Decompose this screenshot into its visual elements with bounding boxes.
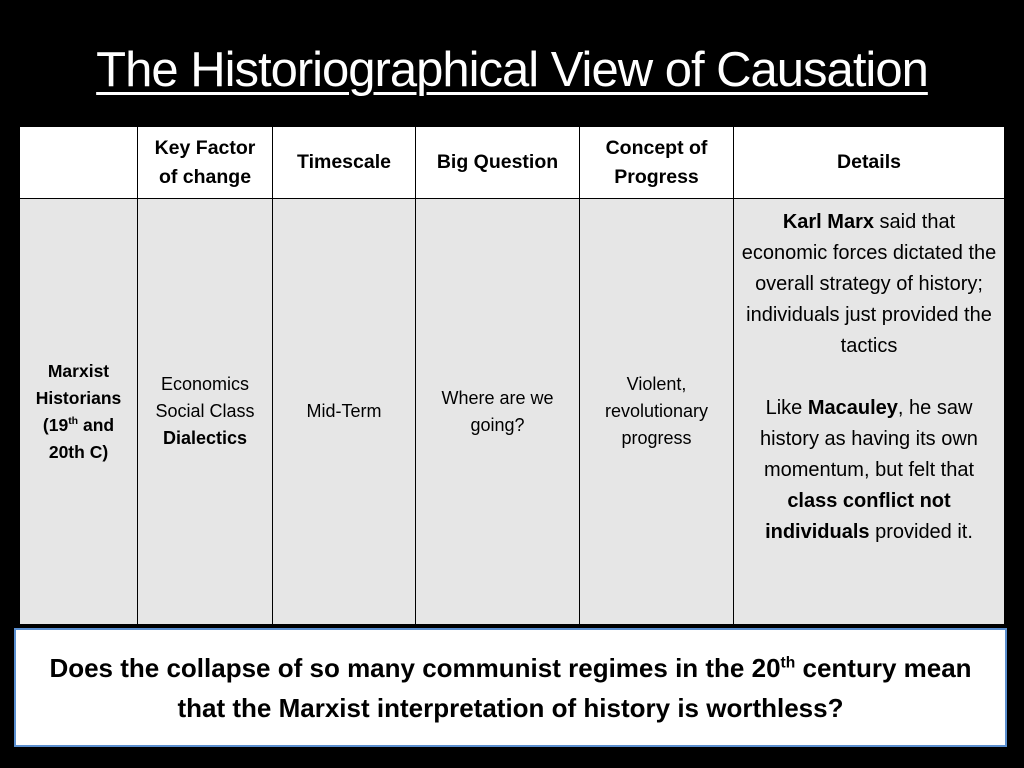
- cell-concept-of-progress: Violent, revolutionary progress: [580, 199, 734, 625]
- row-label-marxist-historians: Marxist Historians (19th and 20th C): [20, 199, 138, 625]
- header-timescale: Timescale: [273, 127, 416, 199]
- cell-key-factor: Economics Social Class Dialectics: [138, 199, 273, 625]
- cell-details: [734, 199, 1005, 625]
- header-concept-of-progress: Concept of Progress: [580, 127, 734, 199]
- details-paragraph-marx: Karl Marx said that economic forces dictated the overall strategy of history; individuals just provided the tactics: [741, 211, 997, 357]
- header-details: Details: [734, 127, 1005, 199]
- header-key-factor: Key Factor of change: [138, 127, 273, 199]
- causation-table: [19, 126, 1005, 625]
- discussion-question-box: [14, 628, 1007, 747]
- cell-timescale: Mid-Term: [273, 199, 416, 625]
- details-paragraph-macauley: Like Macauley, he saw history as having its own momentum, but felt that class conflict not individuals provided it.: [760, 397, 978, 543]
- table-header-row: [20, 127, 1005, 199]
- table-row: [20, 199, 1005, 625]
- slide-title: The Historiographical View of Causation: [96, 43, 928, 97]
- cell-big-question: Where are we going?: [416, 199, 580, 625]
- discussion-question-text: Does the collapse of so many communist regimes in the 20th century mean that the Marxist interpretation of history is worthless?: [49, 652, 972, 723]
- header-big-question: Big Question: [416, 127, 580, 199]
- header-empty: [20, 127, 138, 199]
